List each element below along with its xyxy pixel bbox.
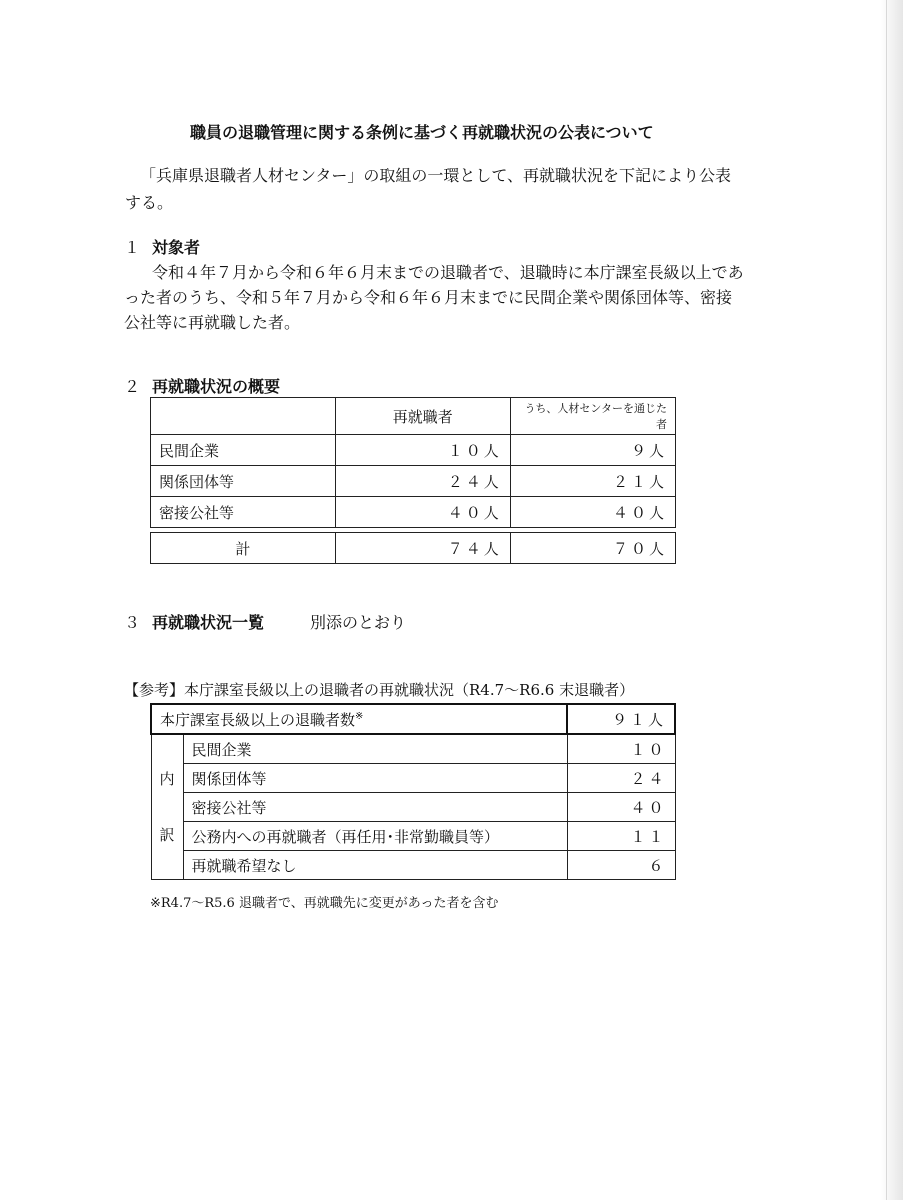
table-row xyxy=(151,734,675,764)
section3-text: 別添のとおり xyxy=(310,613,407,632)
row-reemployed: ２４人 xyxy=(335,466,510,497)
section2-number: ２ xyxy=(124,377,141,396)
section1-line-1: 令和４年７月から令和６年６月末までの退職者で、退職時に本庁課室長級以上であ xyxy=(152,263,744,282)
table-row xyxy=(151,497,676,528)
table-row xyxy=(151,435,676,466)
total-reemployed: ７４人 xyxy=(335,533,510,564)
row-label: 密接公社等 xyxy=(183,793,567,822)
summary-header-via-center: うち、人材センターを通じた者 xyxy=(510,398,675,435)
row-label: 関係団体等 xyxy=(151,466,336,497)
row-label: 民間企業 xyxy=(151,435,336,466)
summary-header-row xyxy=(151,398,676,435)
row-value: ６ xyxy=(567,851,675,880)
row-label: 関係団体等 xyxy=(183,764,567,793)
row-via-center: ２１人 xyxy=(510,466,675,497)
row-via-center: ９人 xyxy=(510,435,675,466)
summary-table xyxy=(150,397,676,564)
section3-title: 再就職状況一覧 xyxy=(152,613,265,632)
document-title: 職員の退職管理に関する条例に基づく再就職状況の公表について xyxy=(190,123,654,142)
section1-line-3: 公社等に再就職した者。 xyxy=(124,313,301,332)
table-row xyxy=(151,466,676,497)
reference-table xyxy=(150,703,676,880)
summary-header-blank xyxy=(151,398,336,435)
row-value: ２４ xyxy=(567,764,675,793)
intro-line-2: する。 xyxy=(125,193,174,212)
row-value: １０ xyxy=(567,734,675,764)
table-row xyxy=(151,793,675,822)
table-row xyxy=(151,851,675,880)
row-reemployed: ４０人 xyxy=(335,497,510,528)
row-value: １１ xyxy=(567,822,675,851)
row-label: 再就職希望なし xyxy=(183,851,567,880)
total-via-center: ７０人 xyxy=(510,533,675,564)
reference-heading: 【参考】本庁課室長級以上の退職者の再就職状況（R4.7～R6.6 末退職者） xyxy=(124,681,635,699)
total-row xyxy=(151,533,676,564)
section1-title: 対象者 xyxy=(152,238,201,257)
row-label: 民間企業 xyxy=(183,734,567,764)
section2-title: 再就職状況の概要 xyxy=(152,377,281,396)
reference-total-value: ９１人 xyxy=(567,704,675,734)
reference-total-label: 本庁課室長級以上の退職者数※ xyxy=(151,704,567,734)
breakdown-label: 内 訳 xyxy=(151,734,183,880)
total-label: 計 xyxy=(151,533,336,564)
row-value: ４０ xyxy=(567,793,675,822)
reference-note: ※R4.7～R5.6 退職者で、再就職先に変更があった者を含む xyxy=(150,896,499,911)
row-reemployed: １０人 xyxy=(335,435,510,466)
section1-number: １ xyxy=(124,238,141,257)
reference-total-row xyxy=(151,704,675,734)
row-label: 公務内への再就職者（再任用･非常勤職員等） xyxy=(183,822,567,851)
table-row xyxy=(151,764,675,793)
summary-header-reemployed: 再就職者 xyxy=(335,398,510,435)
row-label: 密接公社等 xyxy=(151,497,336,528)
section3-number: ３ xyxy=(124,613,141,632)
section1-line-2: った者のうち、令和５年７月から令和６年６月末までに民間企業や関係団体等、密接 xyxy=(124,288,733,307)
intro-line-1: 「兵庫県退職者人材センター」の取組の一環として、再就職状況を下記により公表 xyxy=(140,166,732,185)
table-row xyxy=(151,822,675,851)
page-edge-shadow xyxy=(881,0,903,1200)
row-via-center: ４０人 xyxy=(510,497,675,528)
